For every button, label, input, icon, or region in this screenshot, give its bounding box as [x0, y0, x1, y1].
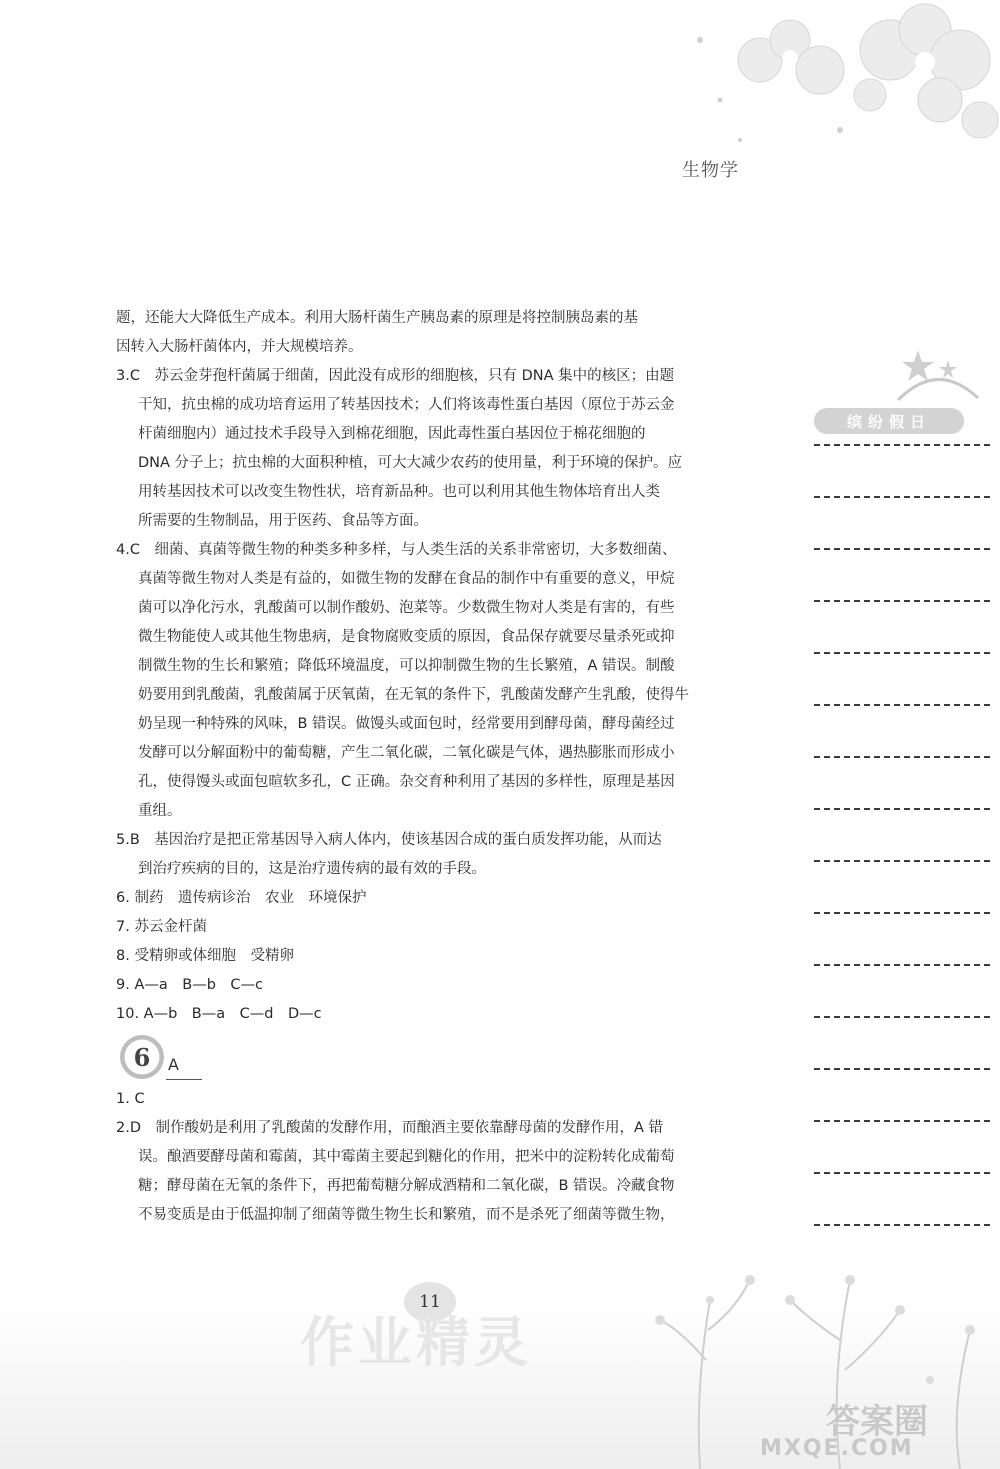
answer-4-line-6: 奶要用到乳酸菌，乳酸菌属于厌氧菌，在无氧的条件下，乳酸菌发酵产生乳酸，使得牛 [138, 687, 689, 703]
section-number-badge: 6 [120, 1035, 164, 1079]
answer-4-line-3: 菌可以净化污水，乳酸菌可以制作酸奶、泡菜等。少数微生物对人类是有害的，有些 [138, 600, 675, 616]
answer-3-line-3: 杆菌细胞内）通过技术手段导入到棉花细胞，因此毒性蛋白基因位于棉花细胞的 [138, 426, 646, 442]
section-answer-2 [116, 1114, 756, 1230]
answer-8: 8. 受精卵或体细胞 受精卵 [116, 948, 294, 964]
note-line [814, 1016, 990, 1018]
answer-3-line-6: 所需要的生物制品，用于医药、食品等方面。 [138, 513, 428, 529]
watermark-text: 作业精灵 [300, 1311, 532, 1374]
section-answer-2-line-1: 2.D 制作酸奶是利用了乳酸菌的发酵作用，而酿酒主要依靠酵母菌的发酵作用，A 错 [116, 1120, 664, 1136]
note-line [814, 964, 990, 966]
continuation-line-1: 题，还能大大降低生产成本。利用大肠杆菌生产胰岛素的原理是将控制胰岛素的基 [116, 310, 638, 326]
section-underline [166, 1079, 202, 1080]
note-line [814, 860, 990, 862]
answer-4-line-10: 重组。 [138, 803, 182, 819]
tree-silhouette-icon [640, 1240, 1000, 1469]
section-letter: A [168, 1055, 179, 1074]
answer-4-line-9: 孔，使得馒头或面包暄软多孔，C 正确。杂交育种利用了基因的多样性，原理是基因 [138, 774, 675, 790]
note-line [814, 1172, 990, 1174]
answer-3-line-1: 3.C 苏云金芽孢杆菌属于细菌，因此没有成形的细胞核，只有 DNA 集中的核区；由题 [116, 368, 675, 384]
note-line [814, 1120, 990, 1122]
continuation-line-2: 因转入大肠杆菌体内，并大规模培养。 [116, 339, 363, 355]
answer-4-line-8: 发酵可以分解面粉中的葡萄糖，产生二氧化碳，二氧化碳是气体，遇热膨胀而形成小 [138, 745, 675, 761]
answer-4-line-4: 微生物能使人或其他生物患病，是食物腐败变质的原因，食品保存就要尽量杀死或抑 [138, 629, 675, 645]
answer-3-line-5: 用转基因技术可以改变生物性状，培育新品种。也可以利用其他生物体培育出人类 [138, 484, 660, 500]
answer-9: 9. A—a B—b C—c [116, 977, 263, 993]
note-line [814, 652, 990, 654]
section-answer-1: 1. C [116, 1091, 145, 1107]
answer-4-line-2: 真菌等微生物对人类是有益的，如微生物的发酵在食品的制作中有重要的意义，甲烷 [138, 571, 675, 587]
answer-10: 10. A—b B—a C—d D—c [116, 1006, 322, 1022]
answer-5-line-2: 到治疗疾病的目的，这是治疗遗传病的最有效的手段。 [138, 861, 486, 877]
page-number: 11 [419, 1292, 441, 1312]
answer-4-line-7: 奶呈现一种特殊的风味，B 错误。做馒头或面包时，经常要用到酵母菌，酵母菌经过 [138, 716, 675, 732]
note-line [814, 912, 990, 914]
watermark-site: MXQE.COM [760, 1436, 914, 1461]
answer-7: 7. 苏云金杆菌 [116, 919, 207, 935]
note-line [814, 756, 990, 758]
answer-4-line-5: 制微生物的生长和繁殖；降低环境温度，可以抑制微生物的生长繁殖，A 错误。制酸 [138, 658, 675, 674]
answer-3-line-4: DNA 分子上；抗虫棉的大面积种植，可大大减少农药的使用量，利于环境的保护。应 [138, 455, 683, 471]
note-line [814, 1224, 990, 1226]
note-line [814, 496, 990, 498]
answer-content [116, 304, 756, 1230]
answer-4-line-1: 4.C 细菌、真菌等微生物的种类多种多样，与人类生活的关系非常密切，大多数细菌、 [116, 542, 677, 558]
subject-header: 生物学 [682, 160, 739, 181]
note-line [814, 600, 990, 602]
answer-4 [116, 536, 756, 826]
note-line [814, 704, 990, 706]
sidebar-title: 缤纷假日 [814, 408, 964, 434]
note-line [814, 548, 990, 550]
notes-sidebar [814, 408, 990, 434]
note-line [814, 1068, 990, 1070]
answer-6: 6. 制药 遗传病诊治 农业 环境保护 [116, 890, 367, 906]
answer-3-line-2: 干知，抗虫棉的成功培育运用了转基因技术；人们将该毒性蛋白基因（原位于苏云金 [138, 397, 675, 413]
section-answer-2-line-3: 糖；酵母菌在无氧的条件下，再把葡萄糖分解成酒精和二氧化碳，B 错误。冷藏食物 [138, 1178, 675, 1194]
section-answer-2-line-4: 不易变质是由于低温抑制了细菌等微生物生长和繁殖，而不是杀死了细菌等微生物， [138, 1207, 675, 1223]
answer-5 [116, 826, 756, 884]
star-burst-icon [878, 340, 988, 410]
note-line [814, 808, 990, 810]
section-answer-2-line-2: 误。酿酒要酵母菌和霉菌，其中霉菌主要起到糖化的作用，把米中的淀粉转化成葡萄 [138, 1149, 675, 1165]
section-heading [116, 1035, 756, 1081]
watermark-brand: 答案圈 [826, 1402, 928, 1442]
answer-3 [116, 362, 756, 536]
note-line [814, 444, 990, 446]
flower-decoration-icon [640, 0, 1000, 170]
answer-5-line-1: 5.B 基因治疗是把正常基因导入病人体内，使该基因合成的蛋白质发挥功能，从而达 [116, 832, 662, 848]
